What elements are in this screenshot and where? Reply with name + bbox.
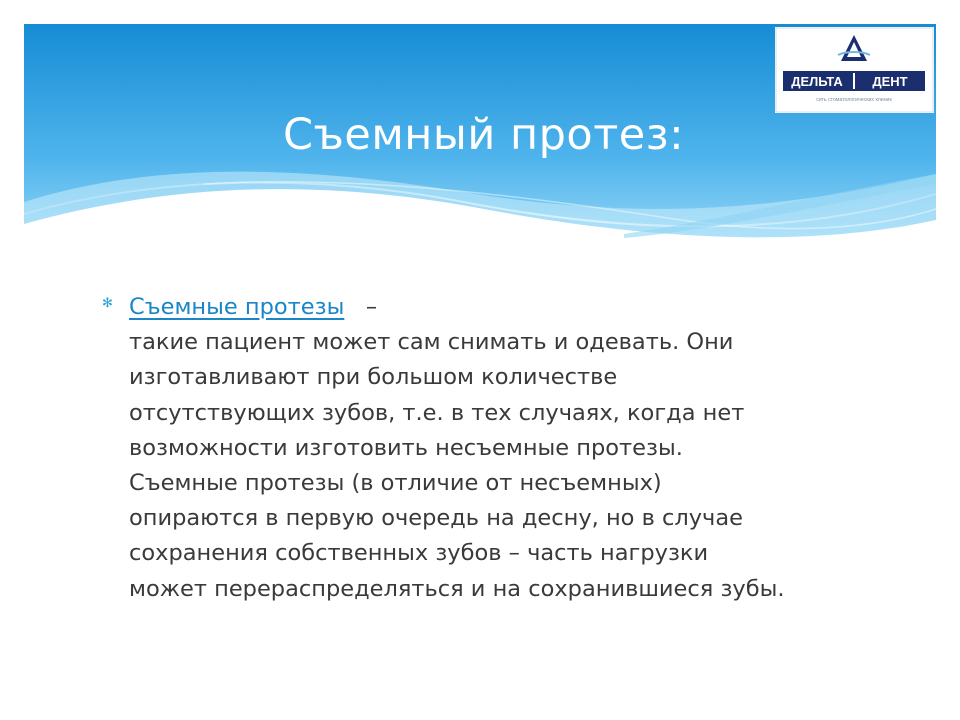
text-line: изготавливают при большом количестве	[129, 364, 618, 391]
bullet-icon: ✻	[102, 296, 113, 311]
slide-title: Съемный протез:	[283, 110, 685, 160]
logo-brand-right: ДЕНТ	[872, 74, 908, 89]
logo-tagline: сеть стоматологических клиник	[816, 97, 892, 103]
logo-brand-left: ДЕЛЬТА	[791, 74, 843, 89]
text-line: такие пациент может сам снимать и одевать. Они	[129, 329, 734, 356]
company-logo	[775, 27, 934, 113]
text-line: Съемные протезы (в отличие от несъемных)	[129, 470, 662, 497]
text-line: опираются в первую очередь на десну, но в случае	[129, 505, 743, 532]
text-line: возможности изготовить несъемные протезы.	[129, 434, 683, 461]
delta-dent-logo-icon	[775, 27, 934, 113]
text-line: может перераспределяться и на сохранившиеся зубы.	[129, 575, 785, 602]
content-paragraph	[129, 290, 909, 607]
dash-separator: –	[365, 294, 378, 320]
removable-dentures-link[interactable]: Съемные протезы	[129, 294, 345, 320]
text-line: отсутствующих зубов, т.е. в тех случаях, когда нет	[129, 399, 745, 426]
text-line: сохранения собственных зубов – часть нагрузки	[129, 540, 709, 567]
first-line	[129, 290, 909, 325]
